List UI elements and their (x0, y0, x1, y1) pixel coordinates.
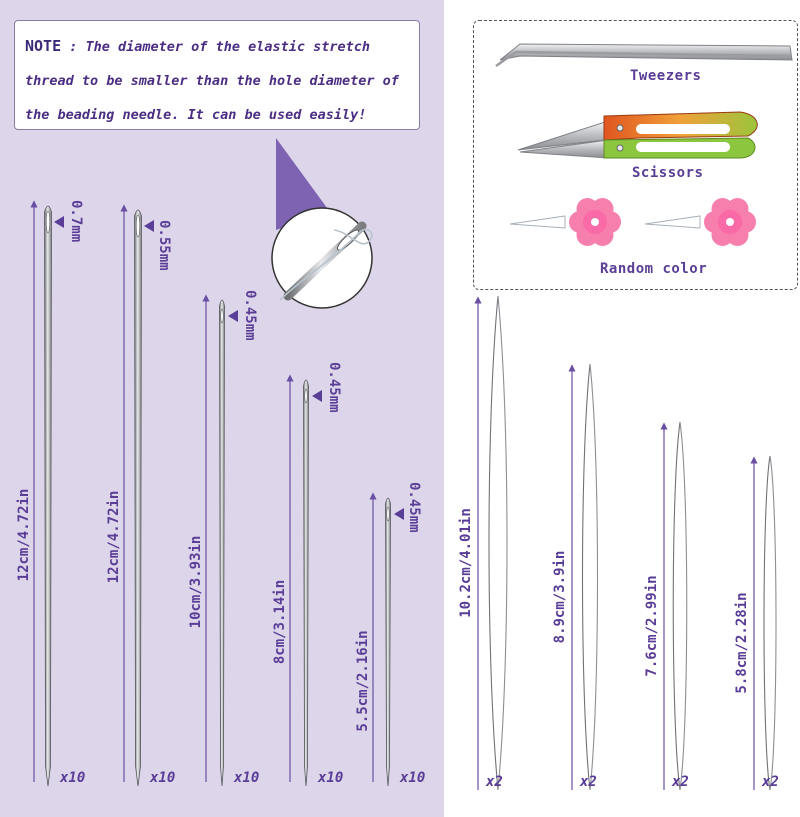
eye-size-label: 0.7mm (68, 200, 84, 243)
quantity-label: x10 (318, 770, 344, 786)
threader-label: Random color (600, 261, 708, 277)
quantity-label: x10 (60, 770, 86, 786)
eye-pointer (144, 220, 154, 232)
eye-size-label: 0.45mm (242, 290, 258, 341)
big-eye-needle-3 (644, 422, 689, 790)
needles-group (16, 200, 425, 786)
needle-eye-zoom (272, 208, 372, 308)
threader-1 (510, 198, 621, 246)
eye-size-label: 0.55mm (156, 220, 172, 271)
big-eye-needle-2 (552, 364, 598, 790)
eye-pointer (312, 390, 322, 402)
quantity-label: x2 (486, 774, 503, 790)
scissors-image (518, 112, 757, 158)
threaders-image (510, 198, 756, 246)
note-title: NOTE (25, 37, 62, 55)
length-label: 8.9cm/3.9in (552, 550, 568, 644)
eye-pointer (228, 310, 238, 322)
big-eye-needle-4 (734, 456, 779, 790)
eye-pointer (394, 508, 404, 520)
quantity-label: x2 (762, 774, 779, 790)
length-label: 5.8cm/2.28in (734, 592, 750, 694)
length-label: 8cm/3.14in (272, 579, 288, 665)
quantity-label: x10 (400, 770, 426, 786)
tweezers-label: Tweezers (630, 68, 702, 84)
length-label: 10cm/3.93in (188, 535, 204, 629)
length-label: 12cm/4.72in (106, 490, 122, 584)
scissors-label: Scissors (632, 165, 704, 181)
needle-5 (355, 482, 425, 786)
eye-size-label: 0.45mm (406, 482, 422, 533)
length-label: 12cm/4.72in (16, 488, 32, 582)
threader-2 (645, 198, 756, 246)
needle-3 (188, 290, 259, 786)
quantity-label: x2 (672, 774, 689, 790)
length-label: 10.2cm/4.01in (458, 508, 474, 618)
needle-1 (16, 200, 85, 786)
quantity-label: x10 (150, 770, 176, 786)
needle-4 (272, 362, 343, 786)
big-eye-needles-group (458, 296, 779, 790)
length-label: 7.6cm/2.99in (644, 575, 660, 677)
length-label: 5.5cm/2.16in (355, 630, 371, 732)
tweezers-image (496, 44, 792, 66)
needle-2 (106, 208, 175, 786)
big-eye-needle-1 (458, 296, 507, 790)
eye-size-label: 0.45mm (326, 362, 342, 413)
note-text: : The diameter of the elastic stretch thread to be smaller than the hole diameter of the beading needle. It can be used easily! (25, 39, 399, 123)
quantity-label: x10 (234, 770, 260, 786)
quantity-label: x2 (580, 774, 597, 790)
eye-pointer (54, 216, 64, 228)
